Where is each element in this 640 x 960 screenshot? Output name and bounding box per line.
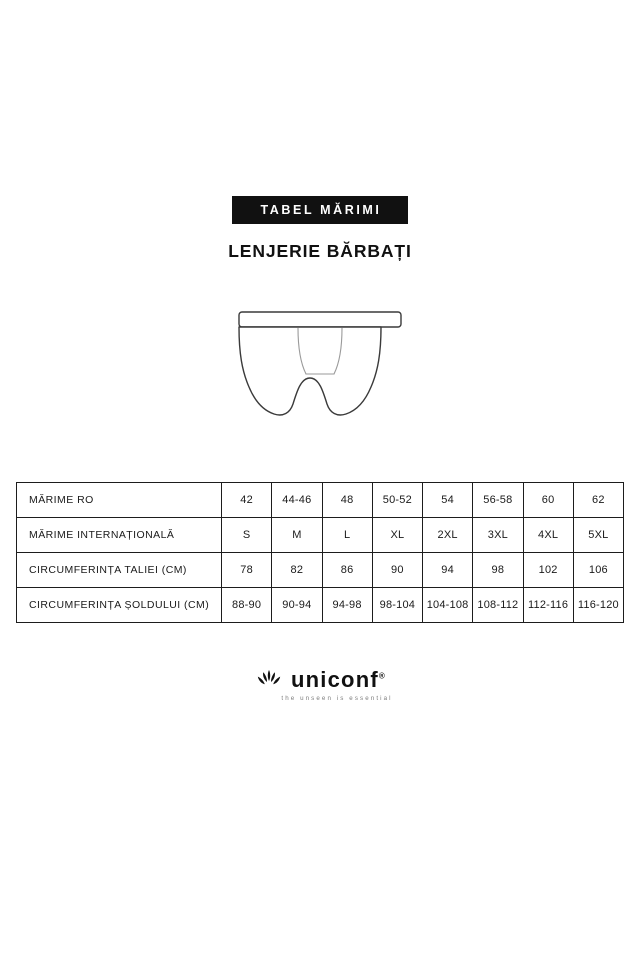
registered-mark: ® [378, 671, 386, 681]
mens-briefs-icon [230, 306, 410, 424]
cell: 82 [272, 552, 322, 587]
cell: 94-98 [322, 587, 372, 622]
cell: 90-94 [272, 587, 322, 622]
cell: L [322, 517, 372, 552]
brand-tagline: the unseen is essential [281, 694, 393, 702]
cell: 90 [372, 552, 422, 587]
cell: 44-46 [272, 482, 322, 517]
table-row [17, 587, 624, 622]
cell: 102 [523, 552, 573, 587]
cell: 42 [222, 482, 272, 517]
cell: 60 [523, 482, 573, 517]
header [228, 196, 412, 262]
cell: S [222, 517, 272, 552]
cell: 78 [222, 552, 272, 587]
brand-name [291, 666, 386, 692]
brand-word: uniconf [291, 666, 379, 692]
brand-footer [247, 667, 392, 702]
cell: 54 [423, 482, 473, 517]
cell: 3XL [473, 517, 523, 552]
cell: 98-104 [372, 587, 422, 622]
cell: 48 [322, 482, 372, 517]
table-row [17, 552, 624, 587]
cell: 104-108 [423, 587, 473, 622]
cell: 2XL [423, 517, 473, 552]
table-row [17, 517, 624, 552]
row-label: MĂRIME INTERNAȚIONALĂ [17, 517, 222, 552]
cell: 106 [573, 552, 623, 587]
cell: 94 [423, 552, 473, 587]
row-label: CIRCUMFERINȚA TALIEI (CM) [17, 552, 222, 587]
table-row [17, 482, 624, 517]
cell: 50-52 [372, 482, 422, 517]
logo [254, 667, 386, 691]
cell: 88-90 [222, 587, 272, 622]
cell: M [272, 517, 322, 552]
crown-icon [254, 667, 284, 691]
cell: 112-116 [523, 587, 573, 622]
cell: 5XL [573, 517, 623, 552]
cell: XL [372, 517, 422, 552]
page-subtitle: LENJERIE BĂRBAȚI [228, 240, 412, 261]
cell: 62 [573, 482, 623, 517]
cell: 98 [473, 552, 523, 587]
cell: 56-58 [473, 482, 523, 517]
cell: 86 [322, 552, 372, 587]
size-table [16, 482, 624, 623]
cell: 116-120 [573, 587, 623, 622]
row-label: MĂRIME RO [17, 482, 222, 517]
page-title-badge: TABEL MĂRIMI [232, 196, 407, 224]
cell: 108-112 [473, 587, 523, 622]
size-table-wrapper [16, 482, 624, 623]
cell: 4XL [523, 517, 573, 552]
row-label: CIRCUMFERINȚA ȘOLDULUI (CM) [17, 587, 222, 622]
